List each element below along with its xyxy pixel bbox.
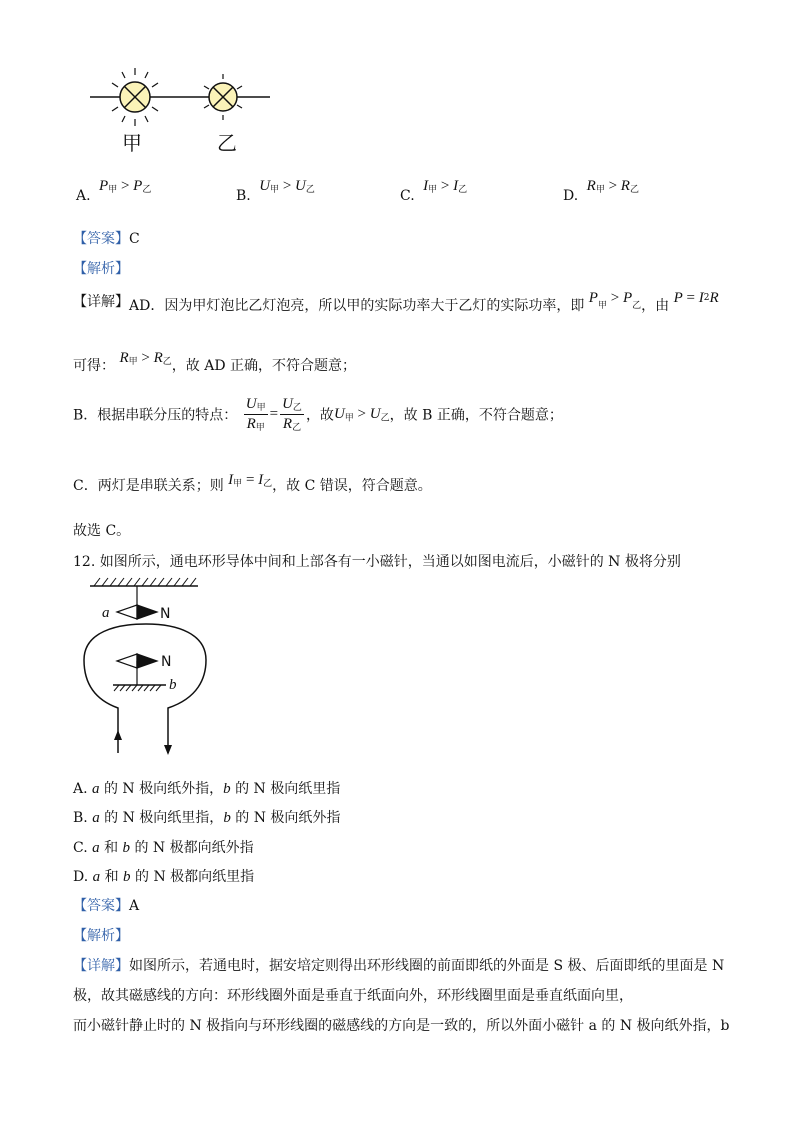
q11-option-a[interactable]: A. $P_甲 > P_乙$ xyxy=(76,178,152,204)
q11-detail-line2: 可得： $R_甲 > R_乙$，故 AD 正确，不符合题意； xyxy=(73,350,357,374)
current-up-arrow-icon xyxy=(114,730,122,740)
bulb-yi-label: 乙 xyxy=(217,131,237,155)
bulb-yi-icon xyxy=(204,74,242,120)
ring-conductor-figure xyxy=(80,574,230,760)
compass-needle-a-icon xyxy=(117,605,157,619)
q12-option-d[interactable]: D. a 和 b 的 N 极都向纸里指 xyxy=(73,869,255,885)
needle-b-label: b xyxy=(169,677,177,693)
bulbs-series-figure xyxy=(80,62,280,162)
q11-detail-line1: 【详解】AD．因为甲灯泡比乙灯泡亮，所以甲的实际功率大于乙灯的实际功率，即 $P_甲 > P_乙$，由 $P = I^2R$ xyxy=(73,290,719,314)
fraction-u-over-r-jia: $\frac{U_甲}{R_甲}$ xyxy=(245,396,266,433)
q11-answer: 【答案】C xyxy=(73,231,140,247)
q11-conclusion: 故选 C。 xyxy=(73,523,131,539)
q12-analysis-label: 【解析】 xyxy=(73,928,129,944)
q12-option-a[interactable]: A. a 的 N 极向纸外指，b 的 N 极向纸里指 xyxy=(73,781,341,797)
q11-analysis-label: 【解析】 xyxy=(73,261,129,277)
q11-detail-line-c: C．两灯是串联关系；则 $I_甲 = I_乙$，故 C 错误，符合题意。 xyxy=(73,472,432,494)
q12-answer: 【答案】A xyxy=(73,898,140,914)
q11-option-c[interactable]: C. $I_甲 > I_乙$ xyxy=(400,178,468,204)
needle-b-n-label: N xyxy=(161,654,172,670)
q12-detail-line1: 【详解】如图所示，若通电时，据安培定则得出环形线圈的前面即纸的外面是 S 极、后面即纸的里面是 N xyxy=(73,958,725,974)
q12-option-b[interactable]: B. a 的 N 极向纸里指，b 的 N 极向纸外指 xyxy=(73,810,341,826)
fraction-u-over-r-yi: $\frac{U_乙}{R_乙}$ xyxy=(282,396,302,433)
q12-detail-line3: 而小磁针静止时的 N 极指向与环形线圈的磁感线的方向是一致的，所以外面小磁针 a 的 N 极向纸外指，b xyxy=(73,1018,730,1034)
current-down-arrow-icon xyxy=(164,745,172,755)
q11-option-d[interactable]: D. $R_甲 > R_乙$ xyxy=(563,178,639,204)
q12-detail-line2: 极，故其磁感线的方向：环形线圈外面是垂直于纸面向外，环形线圈里面是垂直纸面向里， xyxy=(73,988,633,1004)
q11-detail-line-b: B．根据串联分压的特点： $\frac{U_甲}{R_甲}$ = $\frac{U_乙}{R_乙}$ ，故$U_甲 > U_乙$，故 B 正确，不符合题意； xyxy=(73,396,563,433)
q12-option-c[interactable]: C. a 和 b 的 N 极都向纸外指 xyxy=(73,840,254,856)
bulb-jia-label: 甲 xyxy=(122,131,142,155)
needle-a-label: a xyxy=(102,605,110,621)
needle-a-n-label: N xyxy=(160,606,171,622)
q12-stem: 12. 如图所示，通电环形导体中间和上部各有一小磁针，当通以如图电流后，小磁针的 N 极将分别 xyxy=(73,554,681,570)
q11-option-b[interactable]: B. $U_甲 > U_乙$ xyxy=(236,178,315,204)
